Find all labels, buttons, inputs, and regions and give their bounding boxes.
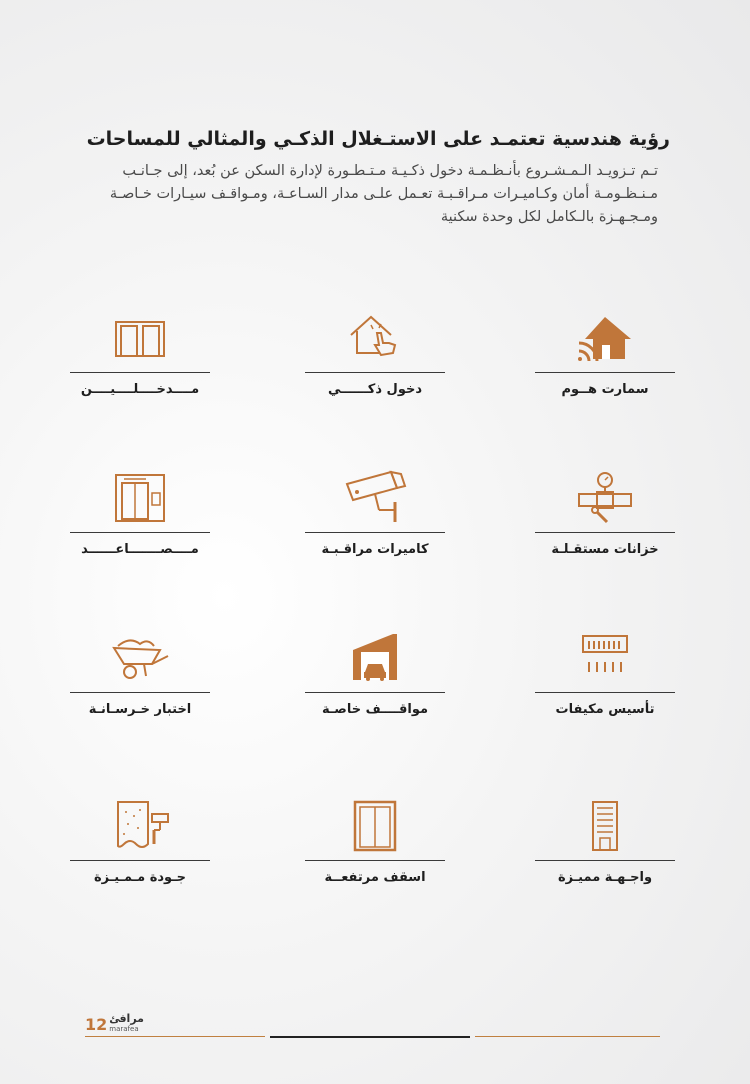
page-heading: رؤية هندسية تعتمـد على الاستـغلال الذكـي والمثالي للمساحات	[86, 128, 670, 150]
double-door-icon	[108, 312, 172, 364]
divider	[305, 532, 445, 533]
feature-elevators	[60, 472, 220, 592]
feature-label: دخول ذكــــــي	[327, 382, 423, 397]
feature-label: مواقــــف خاصـة	[321, 702, 429, 717]
divider	[70, 532, 210, 533]
divider	[70, 692, 210, 693]
feature-private-parking	[295, 632, 455, 752]
feature-label: اختبار خـرسـانـة	[88, 702, 192, 717]
footer-logo	[85, 1010, 144, 1034]
feature-cameras	[295, 472, 455, 592]
footer-divider-left	[85, 1036, 265, 1037]
smart-entry-icon	[343, 312, 407, 364]
divider	[305, 372, 445, 373]
divider	[305, 692, 445, 693]
feature-label: جـودة مـمـيـزة	[94, 870, 186, 885]
divider	[70, 860, 210, 861]
smart-home-icon	[573, 312, 637, 364]
high-ceiling-icon	[343, 800, 407, 852]
feature-water-tanks	[525, 472, 685, 592]
feature-label: اسقف مرتفعــة	[324, 870, 426, 885]
ac-vent-icon	[573, 632, 637, 684]
feature-label: تأسيس مكيفات	[555, 702, 655, 717]
brand-name-arabic: مرافئ	[109, 1012, 144, 1025]
page-number: 12	[85, 1015, 108, 1034]
facade-icon	[573, 800, 637, 852]
divider	[535, 532, 675, 533]
divider	[535, 860, 675, 861]
brand-name-latin: marafea	[109, 1025, 139, 1033]
wall-paint-icon	[108, 800, 172, 852]
divider	[70, 372, 210, 373]
wheelbarrow-icon	[108, 632, 172, 684]
footer-divider-center	[270, 1036, 470, 1038]
feature-facade	[525, 800, 685, 920]
water-tank-icon	[573, 472, 637, 524]
elevator-icon	[108, 472, 172, 524]
feature-concrete-testing	[60, 632, 220, 752]
feature-label: كاميرات مراقـبـة	[321, 542, 429, 557]
feature-label: خزانات مستقـلـة	[551, 542, 659, 557]
divider	[535, 372, 675, 373]
divider	[305, 860, 445, 861]
feature-ac-foundation	[525, 632, 685, 752]
feature-label: مــــصـــــــاعــــــد	[81, 542, 199, 557]
brand-logo	[109, 1014, 144, 1034]
feature-smart-home	[525, 312, 685, 432]
garage-icon	[343, 632, 407, 684]
divider	[535, 692, 675, 693]
feature-label: واجـهـة مميـزة	[557, 870, 653, 885]
security-camera-icon	[343, 472, 407, 524]
feature-quality	[60, 800, 220, 920]
feature-high-ceilings	[295, 800, 455, 920]
intro-paragraph: تـم تـزويـد الـمـشـروع بأنـظـمـة دخول ذكـيـة مـتـطـورة لإدارة السكن عن بُعد، إلى جـانـب مـنـظـومـة أمان وكـاميـرات مـراقـبـة تعـمل علـى مدار السـاعـة، ومـواقـف سيـارات خـاصـة ومـجـهـزة بالـكامل لكل وحدة سكنية	[109, 163, 658, 225]
feature-label: مــــدخــــلــــيــــن	[80, 382, 200, 397]
feature-double-entrance	[60, 312, 220, 432]
footer-divider-right	[475, 1036, 660, 1037]
feature-smart-entry	[295, 312, 455, 432]
feature-label: سمارت هــوم	[561, 382, 649, 397]
